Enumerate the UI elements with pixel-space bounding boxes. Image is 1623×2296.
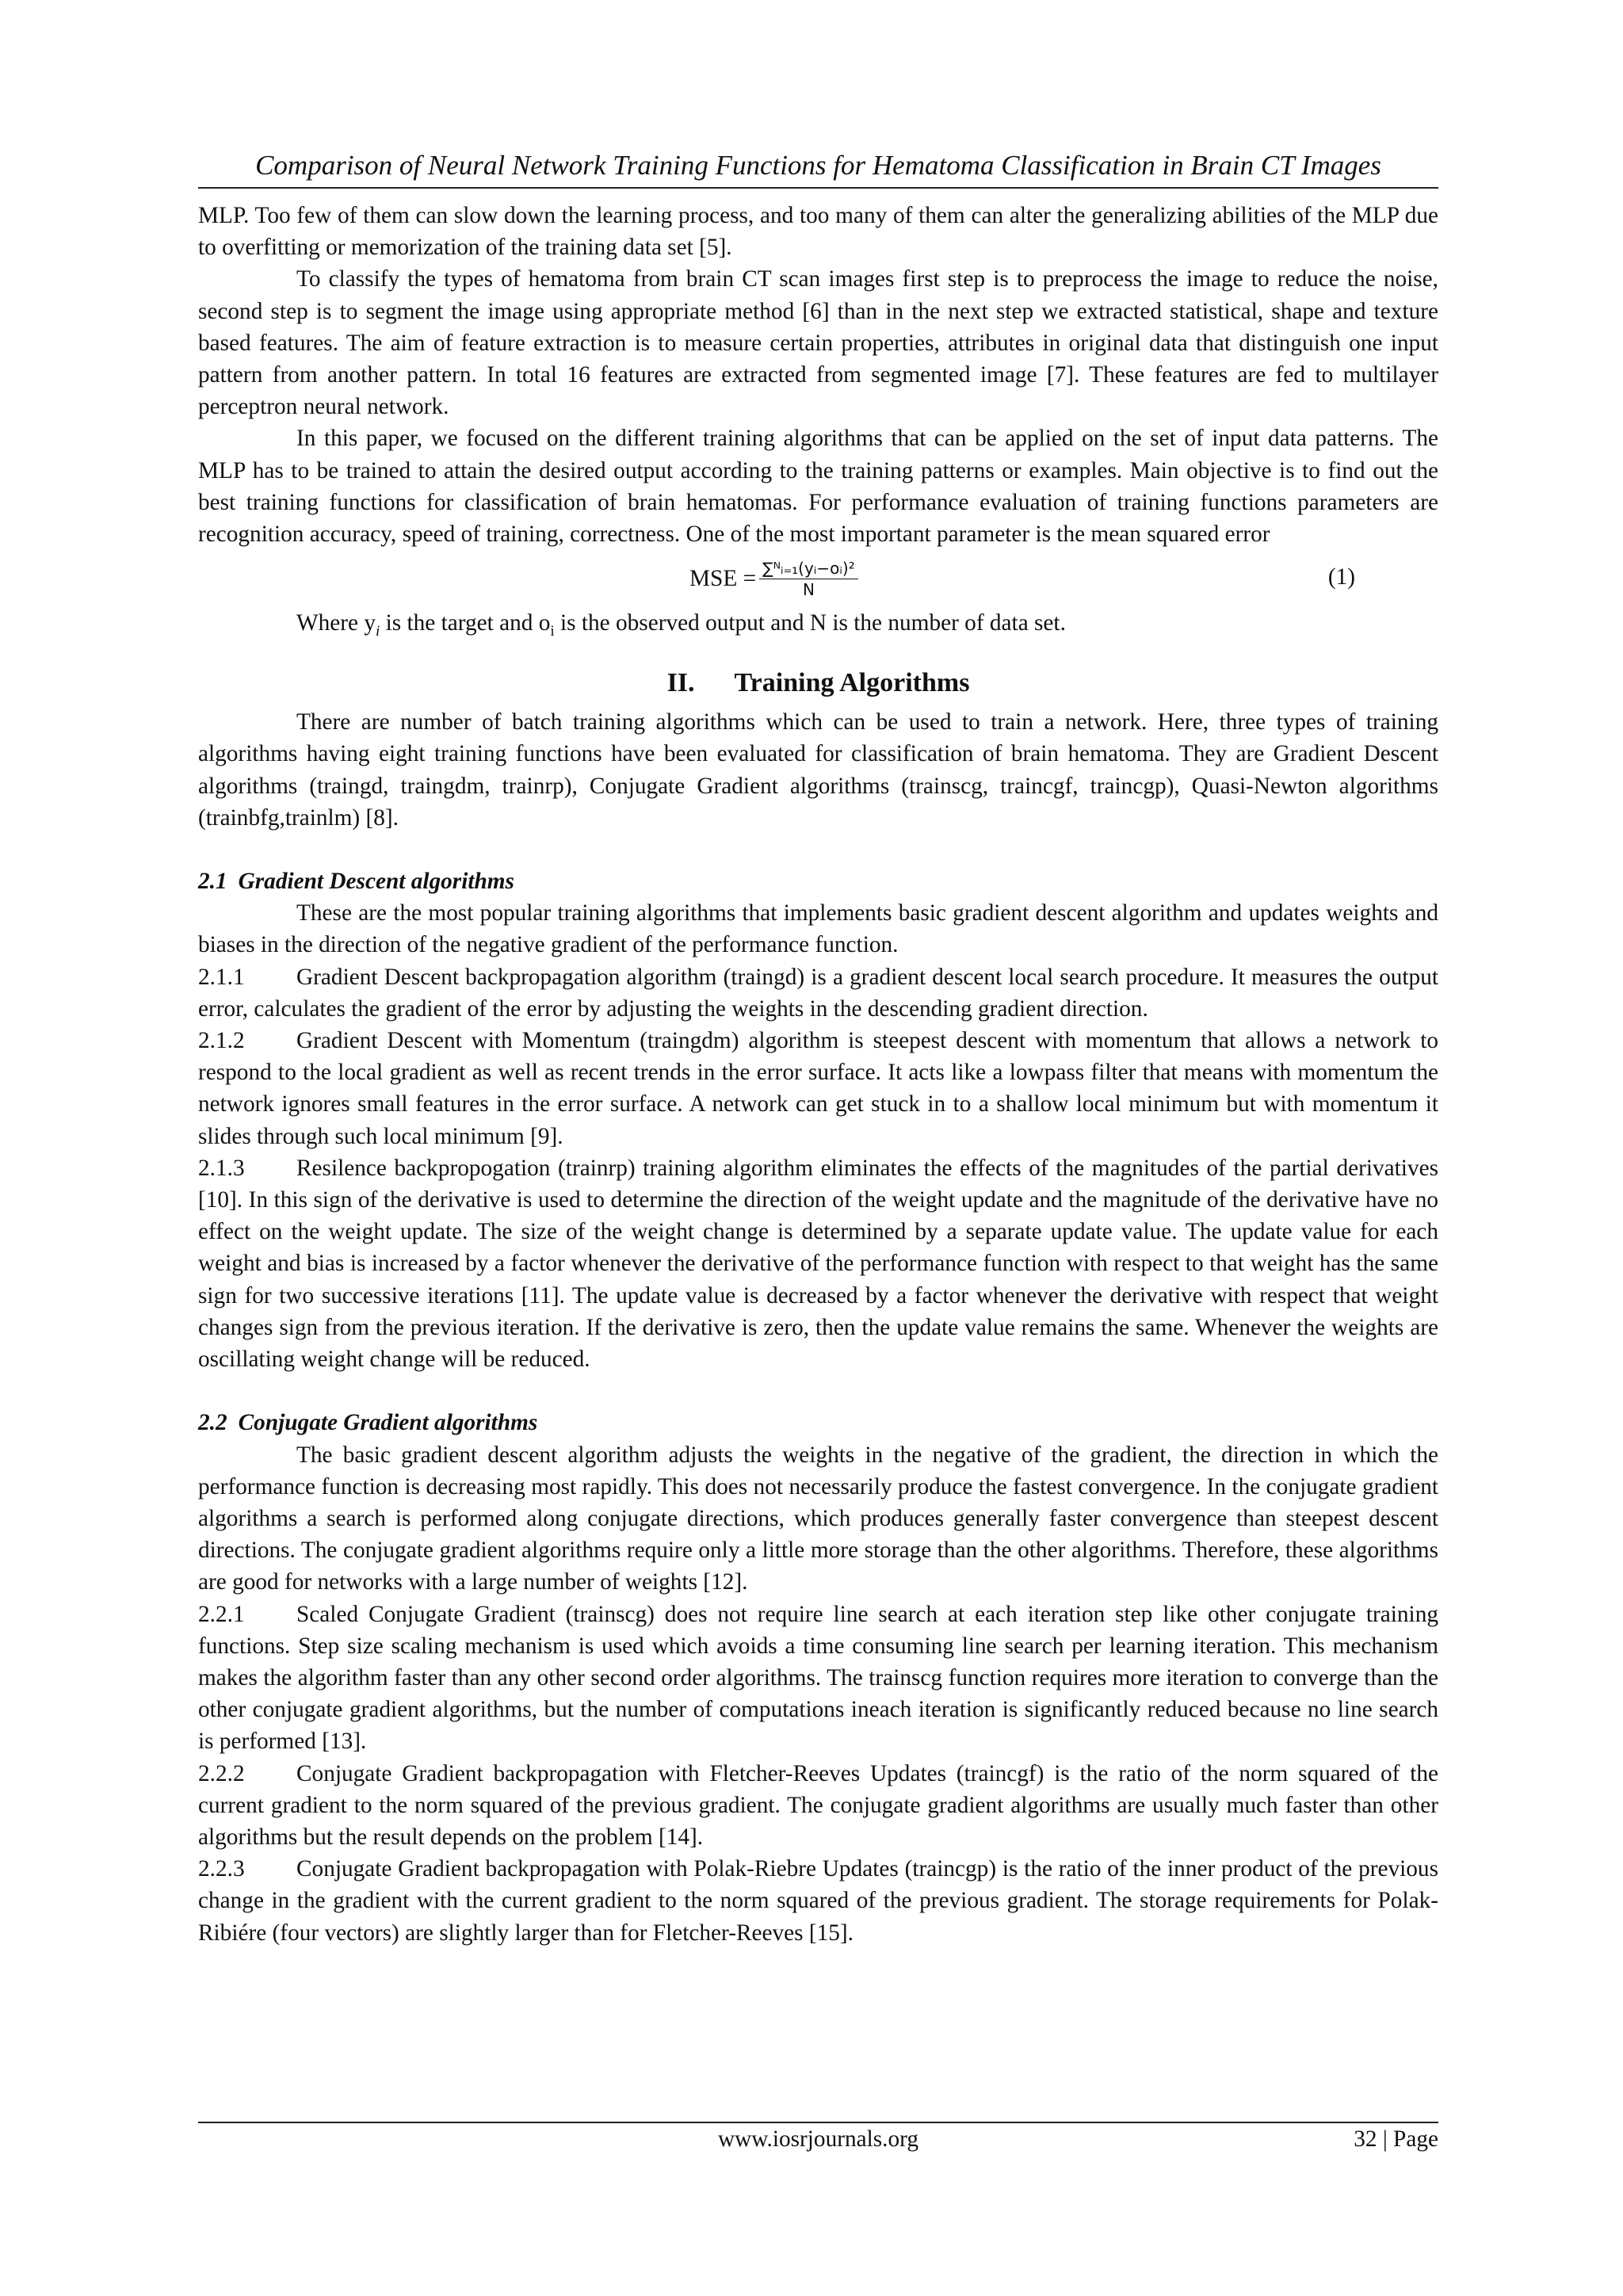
where-line: Where $y_i$ is the target and $o_i$ is the observed output and N is the number of data set. — [296, 610, 1066, 640]
list-item-2-2-2: 2.2.2 Conjugate Gradient backpropagation with Fletcher-Reeves Updates (traincgf) is the ratio of the norm squared of the current gradient to the norm squared of the previous gradient. The conjugate gradient algorithms are usually much faster than other algorithms but the result depends on the problem [14]. — [198, 1760, 1438, 1850]
section-title: Training Algorithms — [734, 668, 970, 698]
header-rule — [198, 187, 1438, 189]
subsection-2-2-intro: The basic gradient descent algorithm adjusts the weights in the negative of the gradient, the direction in which the performance function is decreasing most rapidly. This does not necessarily produce the fastest convergence. In the conjugate gradient algorithms a search is performed along conjugate directions, which produces generally faster convergence than steepest descent directions. The conjugate gradient algorithms require only a little more storage than the other algorithms. Therefore, these algorithms are good for networks with a large number of weights [12]. — [198, 1442, 1438, 1595]
subsection-heading-2-2: 2.2 Conjugate Gradient algorithms — [198, 1410, 538, 1436]
section-2-intro: There are number of batch training algorithms which can be used to train a network. Here, three types of training algorithms having eight training functions have been evaluated for classification of brain hematoma. They are Gradient Descent algorithms (traingd, traingdm, trainrp), Conjugate Gradient algorithms (trainscg, traincgf, traincgp), Quasi-Newton algorithms (trainbfg,trainlm) [8]. — [198, 709, 1438, 831]
equation-lhs: MSE = — [689, 565, 757, 591]
mse-equation — [198, 550, 1438, 607]
intro-paragraph-2: To classify the types of hematoma from brain CT scan images first step is to preprocess the image to reduce the noise, second step is to segment the image using appropriate method [6] than in the next step we extracted statistical, shape and texture based features. The aim of feature extraction is to measure certain properties, attributes in original data that distinguish one input pattern from another pattern. In total 16 features are extracted from segmented image [7]. These features are fed to multilayer perceptron neural network. — [198, 266, 1438, 420]
section-number: II. — [666, 668, 695, 698]
intro-paragraph-1: MLP. Too few of them can slow down the learning process, and too many of them can alter the generalizing abilities of the MLP due to overfitting or memorization of the training data set [5]. — [198, 203, 1438, 261]
list-item-2-1-2: 2.1.2 Gradient Descent with Momentum (traingdm) algorithm is steepest descent with momentum that allows a network to respond to the local gradient as well as recent trends in the error surface. It acts like a lowpass filter that means with momentum the network ignores small features in the error surface. A network can get stuck in to a shallow local minimum but with momentum it slides through such local minimum [9]. — [198, 1028, 1438, 1149]
footer-rule — [198, 2122, 1438, 2123]
footer-page-number: 32 | Page — [1354, 2126, 1438, 2152]
running-header: Comparison of Neural Network Training Functions for Hematoma Classification in Brain CT Images — [255, 150, 1381, 181]
subsection-2-1-intro: These are the most popular training algorithms that implements basic gradient descent algorithm and updates weights and biases in the direction of the negative gradient of the performance function. — [198, 900, 1438, 958]
list-item-2-1-3: 2.1.3 Resilence backpropogation (trainrp) training algorithm eliminates the effects of the magnitudes of the partial derivatives [10]. In this sign of the derivative is used to determine the direction of the weight update and the magnitude of the derivative have no effect on the weight update. The size of the weight change is determined by a separate update value. The update value for each weight and bias is increased by a factor whenever the derivative of the performance function with respect to that weight has the same sign for two successive iterations [11]. The update value is decreased by a factor whenever the derivative with respect that weight changes sign from the previous iteration. If the derivative is zero, then the update value remains the same. Whenever the weights are oscillating weight change will be reduced. — [198, 1155, 1438, 1373]
list-item-2-1-1: 2.1.1 Gradient Descent backpropagation algorithm (traingd) is a gradient descent local search procedure. It measures the output error, calculates the gradient of the error by adjusting the weights in the descending gradient direction. — [198, 964, 1438, 1022]
intro-paragraph-3: In this paper, we focused on the different training algorithms that can be applied on the set of input data patterns. The MLP has to be trained to attain the desired output according to the training patterns or examples. Main objective is to find out the best training functions for classification of brain hematomas. For performance evaluation of training functions parameters are recognition accuracy, speed of training, correctness. One of the most important parameter is the mean squared error — [198, 426, 1438, 548]
equation-numerator: ∑ᴺᵢ₌₁(yᵢ−oᵢ)² — [759, 560, 858, 579]
equation-denominator: N — [802, 579, 815, 599]
page-body — [198, 149, 1438, 1949]
footer-url: www.iosrjournals.org — [717, 2126, 919, 2152]
equation-fraction — [759, 560, 858, 598]
list-item-2-2-3: 2.2.3 Conjugate Gradient backpropagation with Polak-Riebre Updates (traincgp) is the ratio of the inner product of the previous change in the gradient with the current gradient to the norm squared of the previous gradient. The storage requirements for Polak-Ribiére (four vectors) are slightly larger than for Fletcher-Reeves [15]. — [198, 1856, 1438, 1946]
list-item-2-2-1: 2.2.1 Scaled Conjugate Gradient (trainscg) does not require line search at each iteration step like other conjugate training functions. Step size scaling mechanism is used which avoids a time consuming line search per learning iteration. This mechanism makes the algorithm faster than any other second order algorithms. The trainscg function requires more iteration to converge than the other conjugate gradient algorithms, but the number of computations ineach iteration is significantly reduced because no line search is performed [13]. — [198, 1601, 1438, 1755]
page-footer — [198, 2122, 1438, 2158]
section-heading-2 — [198, 667, 1438, 700]
equation-number: (1) — [1327, 564, 1355, 590]
subsection-heading-2-1: 2.1 Gradient Descent algorithms — [198, 869, 514, 895]
